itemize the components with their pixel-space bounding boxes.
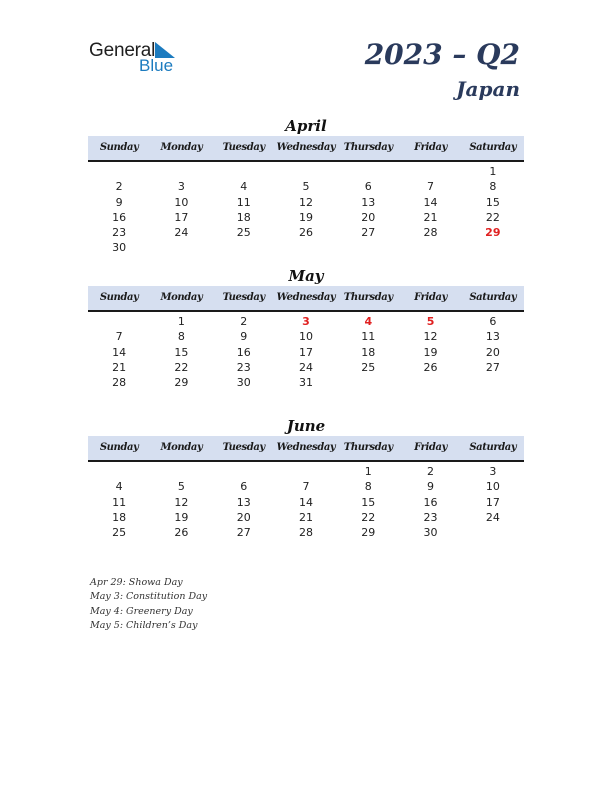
day-cell: 26 — [174, 526, 189, 540]
day-cell — [399, 375, 461, 390]
day-cell: 19 — [423, 345, 438, 359]
day-cell: 22 — [174, 360, 189, 374]
day-cell: 29 — [174, 376, 189, 390]
holiday-note: May 4: Greenery Day — [90, 605, 193, 617]
day-cell: 16 — [112, 210, 127, 224]
day-cell: 25 — [112, 526, 127, 540]
month-title: May — [288, 267, 324, 285]
day-cell — [399, 240, 461, 255]
day-cell: 11 — [236, 195, 251, 209]
weekday-label: Saturday — [469, 442, 517, 453]
day-cell: 16 — [423, 495, 438, 509]
day-cell: 17 — [298, 345, 313, 359]
day-cell — [150, 164, 212, 179]
weekday-label: Monday — [160, 142, 203, 153]
day-cell: 15 — [361, 495, 376, 509]
holiday-note: May 5: Children’s Day — [90, 619, 198, 631]
page-title: 2023 – Q2 — [364, 38, 520, 71]
day-cell: 12 — [423, 330, 438, 344]
day-cell: 29 — [361, 526, 376, 540]
day-cell: 15 — [174, 345, 189, 359]
day-cell: 1 — [489, 165, 497, 178]
day-cell: 2 — [115, 180, 123, 194]
day-cell: 6 — [364, 180, 372, 194]
weekday-header — [88, 286, 524, 312]
day-cell: 4 — [240, 180, 248, 194]
day-cell — [399, 164, 461, 179]
day-cell — [337, 164, 399, 179]
week-row — [88, 510, 524, 525]
day-cell: 12 — [174, 495, 189, 509]
day-cell: 28 — [298, 526, 313, 540]
day-cell: 2 — [427, 465, 435, 478]
day-cell — [88, 464, 150, 479]
country-name: Japan — [456, 77, 520, 101]
week-row — [88, 240, 524, 255]
day-cell: 17 — [174, 210, 189, 224]
month-may — [88, 266, 524, 390]
day-cell: 30 — [112, 241, 127, 255]
day-cell: 19 — [298, 210, 313, 224]
day-cell — [275, 464, 337, 479]
day-cell — [213, 164, 275, 179]
day-cell: 11 — [361, 330, 376, 344]
day-cell: 15 — [485, 195, 500, 209]
day-cell: 27 — [361, 226, 376, 240]
day-cell: 4 — [115, 480, 123, 494]
day-cell: 6 — [489, 315, 497, 328]
day-cell: 23 — [423, 510, 438, 524]
logo-text-blue: Blue — [139, 56, 174, 75]
day-cell: 20 — [361, 210, 376, 224]
day-cell — [462, 525, 524, 540]
week-row — [88, 210, 524, 225]
day-cell: 26 — [423, 360, 438, 374]
day-cell: 16 — [236, 345, 251, 359]
day-cell: 14 — [298, 495, 313, 509]
month-title: April — [285, 117, 327, 135]
day-cell: 9 — [427, 480, 435, 494]
day-cell: 3 — [489, 465, 497, 478]
week-row — [88, 314, 524, 329]
month-june — [88, 416, 524, 540]
day-cell: 13 — [485, 330, 500, 344]
weekday-label: Wednesday — [276, 292, 336, 303]
weekday-label: Sunday — [99, 292, 139, 303]
weekday-label: Tuesday — [222, 442, 265, 453]
week-row — [88, 345, 524, 360]
day-cell — [150, 240, 212, 255]
day-cell: 13 — [361, 195, 376, 209]
day-cell: 27 — [485, 360, 500, 374]
day-cell: 17 — [485, 495, 500, 509]
day-cell: 24 — [485, 510, 500, 524]
brand-logo — [89, 40, 189, 76]
weekday-label: Monday — [160, 292, 203, 303]
day-cell: 22 — [361, 510, 376, 524]
weekday-header — [88, 136, 524, 162]
day-cell — [150, 464, 212, 479]
logo-text-general: General — [89, 40, 156, 61]
day-cell — [88, 164, 150, 179]
day-cell: 23 — [236, 360, 251, 374]
day-cell: 19 — [174, 510, 189, 524]
weekday-label: Friday — [414, 442, 447, 453]
day-cell: 12 — [298, 195, 313, 209]
day-cell — [213, 240, 275, 255]
week-row — [88, 164, 524, 179]
weekday-label: Thursday — [343, 442, 393, 453]
week-row — [88, 464, 524, 479]
day-cell — [462, 240, 524, 255]
weekday-label: Wednesday — [276, 442, 336, 453]
day-cell: 21 — [112, 360, 127, 374]
day-cell — [275, 240, 337, 255]
day-cell: 9 — [115, 195, 123, 209]
day-cell: 14 — [423, 195, 438, 209]
weekday-label: Wednesday — [276, 142, 336, 153]
day-cell: 7 — [302, 480, 310, 494]
day-cell: 5 — [426, 315, 435, 328]
weekday-label: Thursday — [343, 292, 393, 303]
day-cell: 26 — [298, 226, 313, 240]
day-cell: 31 — [298, 376, 313, 390]
day-cell: 25 — [361, 360, 376, 374]
day-cell: 28 — [423, 226, 438, 240]
weekday-label: Monday — [160, 442, 203, 453]
day-cell: 27 — [236, 526, 251, 540]
day-cell — [337, 240, 399, 255]
week-row — [88, 225, 524, 240]
day-cell: 22 — [485, 210, 500, 224]
day-cell: 25 — [236, 226, 251, 240]
holiday-note: May 3: Constitution Day — [90, 591, 208, 603]
day-cell: 10 — [174, 195, 189, 209]
day-cell: 30 — [236, 376, 251, 390]
day-cell: 5 — [302, 180, 310, 194]
weekday-label: Friday — [414, 292, 447, 303]
day-cell — [213, 464, 275, 479]
weekday-header — [88, 436, 524, 462]
holiday-note: Apr 29: Showa Day — [90, 577, 183, 588]
day-cell: 20 — [485, 345, 500, 359]
month-title: June — [286, 417, 326, 435]
day-cell: 14 — [112, 345, 127, 359]
day-cell: 9 — [240, 330, 248, 344]
day-cell: 21 — [298, 510, 313, 524]
day-cell: 3 — [302, 315, 310, 328]
day-cell: 7 — [115, 330, 123, 344]
day-cell: 1 — [364, 465, 372, 478]
day-cell: 24 — [298, 360, 313, 374]
week-row — [88, 495, 524, 510]
week-row — [88, 360, 524, 375]
week-row — [88, 479, 524, 494]
day-cell: 8 — [177, 330, 185, 344]
day-cell: 18 — [361, 345, 376, 359]
weekday-label: Friday — [414, 142, 447, 153]
day-cell: 18 — [112, 510, 127, 524]
day-cell — [337, 375, 399, 390]
holiday-notes — [90, 576, 207, 633]
month-april — [88, 116, 524, 256]
day-cell: 13 — [236, 495, 251, 509]
day-cell: 10 — [298, 330, 313, 344]
day-cell: 1 — [177, 315, 185, 328]
weekday-label: Sunday — [99, 442, 139, 453]
day-cell: 24 — [174, 226, 189, 240]
weekday-label: Tuesday — [222, 142, 265, 153]
weekday-label: Saturday — [469, 292, 517, 303]
day-cell: 28 — [112, 376, 127, 390]
weekday-label: Thursday — [343, 142, 393, 153]
week-row — [88, 329, 524, 344]
day-cell: 23 — [112, 226, 127, 240]
week-row — [88, 195, 524, 210]
day-cell — [275, 164, 337, 179]
day-cell: 11 — [112, 495, 127, 509]
day-cell — [88, 314, 150, 329]
day-cell: 21 — [423, 210, 438, 224]
day-cell — [462, 375, 524, 390]
day-cell: 8 — [489, 180, 497, 194]
week-row — [88, 375, 524, 390]
week-row — [88, 525, 524, 540]
day-cell: 5 — [177, 480, 185, 494]
day-cell: 3 — [177, 180, 185, 194]
day-cell: 10 — [485, 480, 500, 494]
week-row — [88, 179, 524, 194]
weekday-label: Tuesday — [222, 292, 265, 303]
day-cell: 8 — [364, 480, 372, 494]
day-cell: 20 — [236, 510, 251, 524]
day-cell: 2 — [240, 315, 248, 328]
day-cell: 18 — [236, 210, 251, 224]
day-cell: 7 — [427, 180, 435, 194]
day-cell: 30 — [423, 526, 438, 540]
weekday-label: Saturday — [469, 142, 517, 153]
day-cell: 6 — [240, 480, 248, 494]
day-cell: 4 — [364, 315, 373, 328]
weekday-label: Sunday — [99, 142, 139, 153]
day-cell: 29 — [485, 226, 501, 240]
